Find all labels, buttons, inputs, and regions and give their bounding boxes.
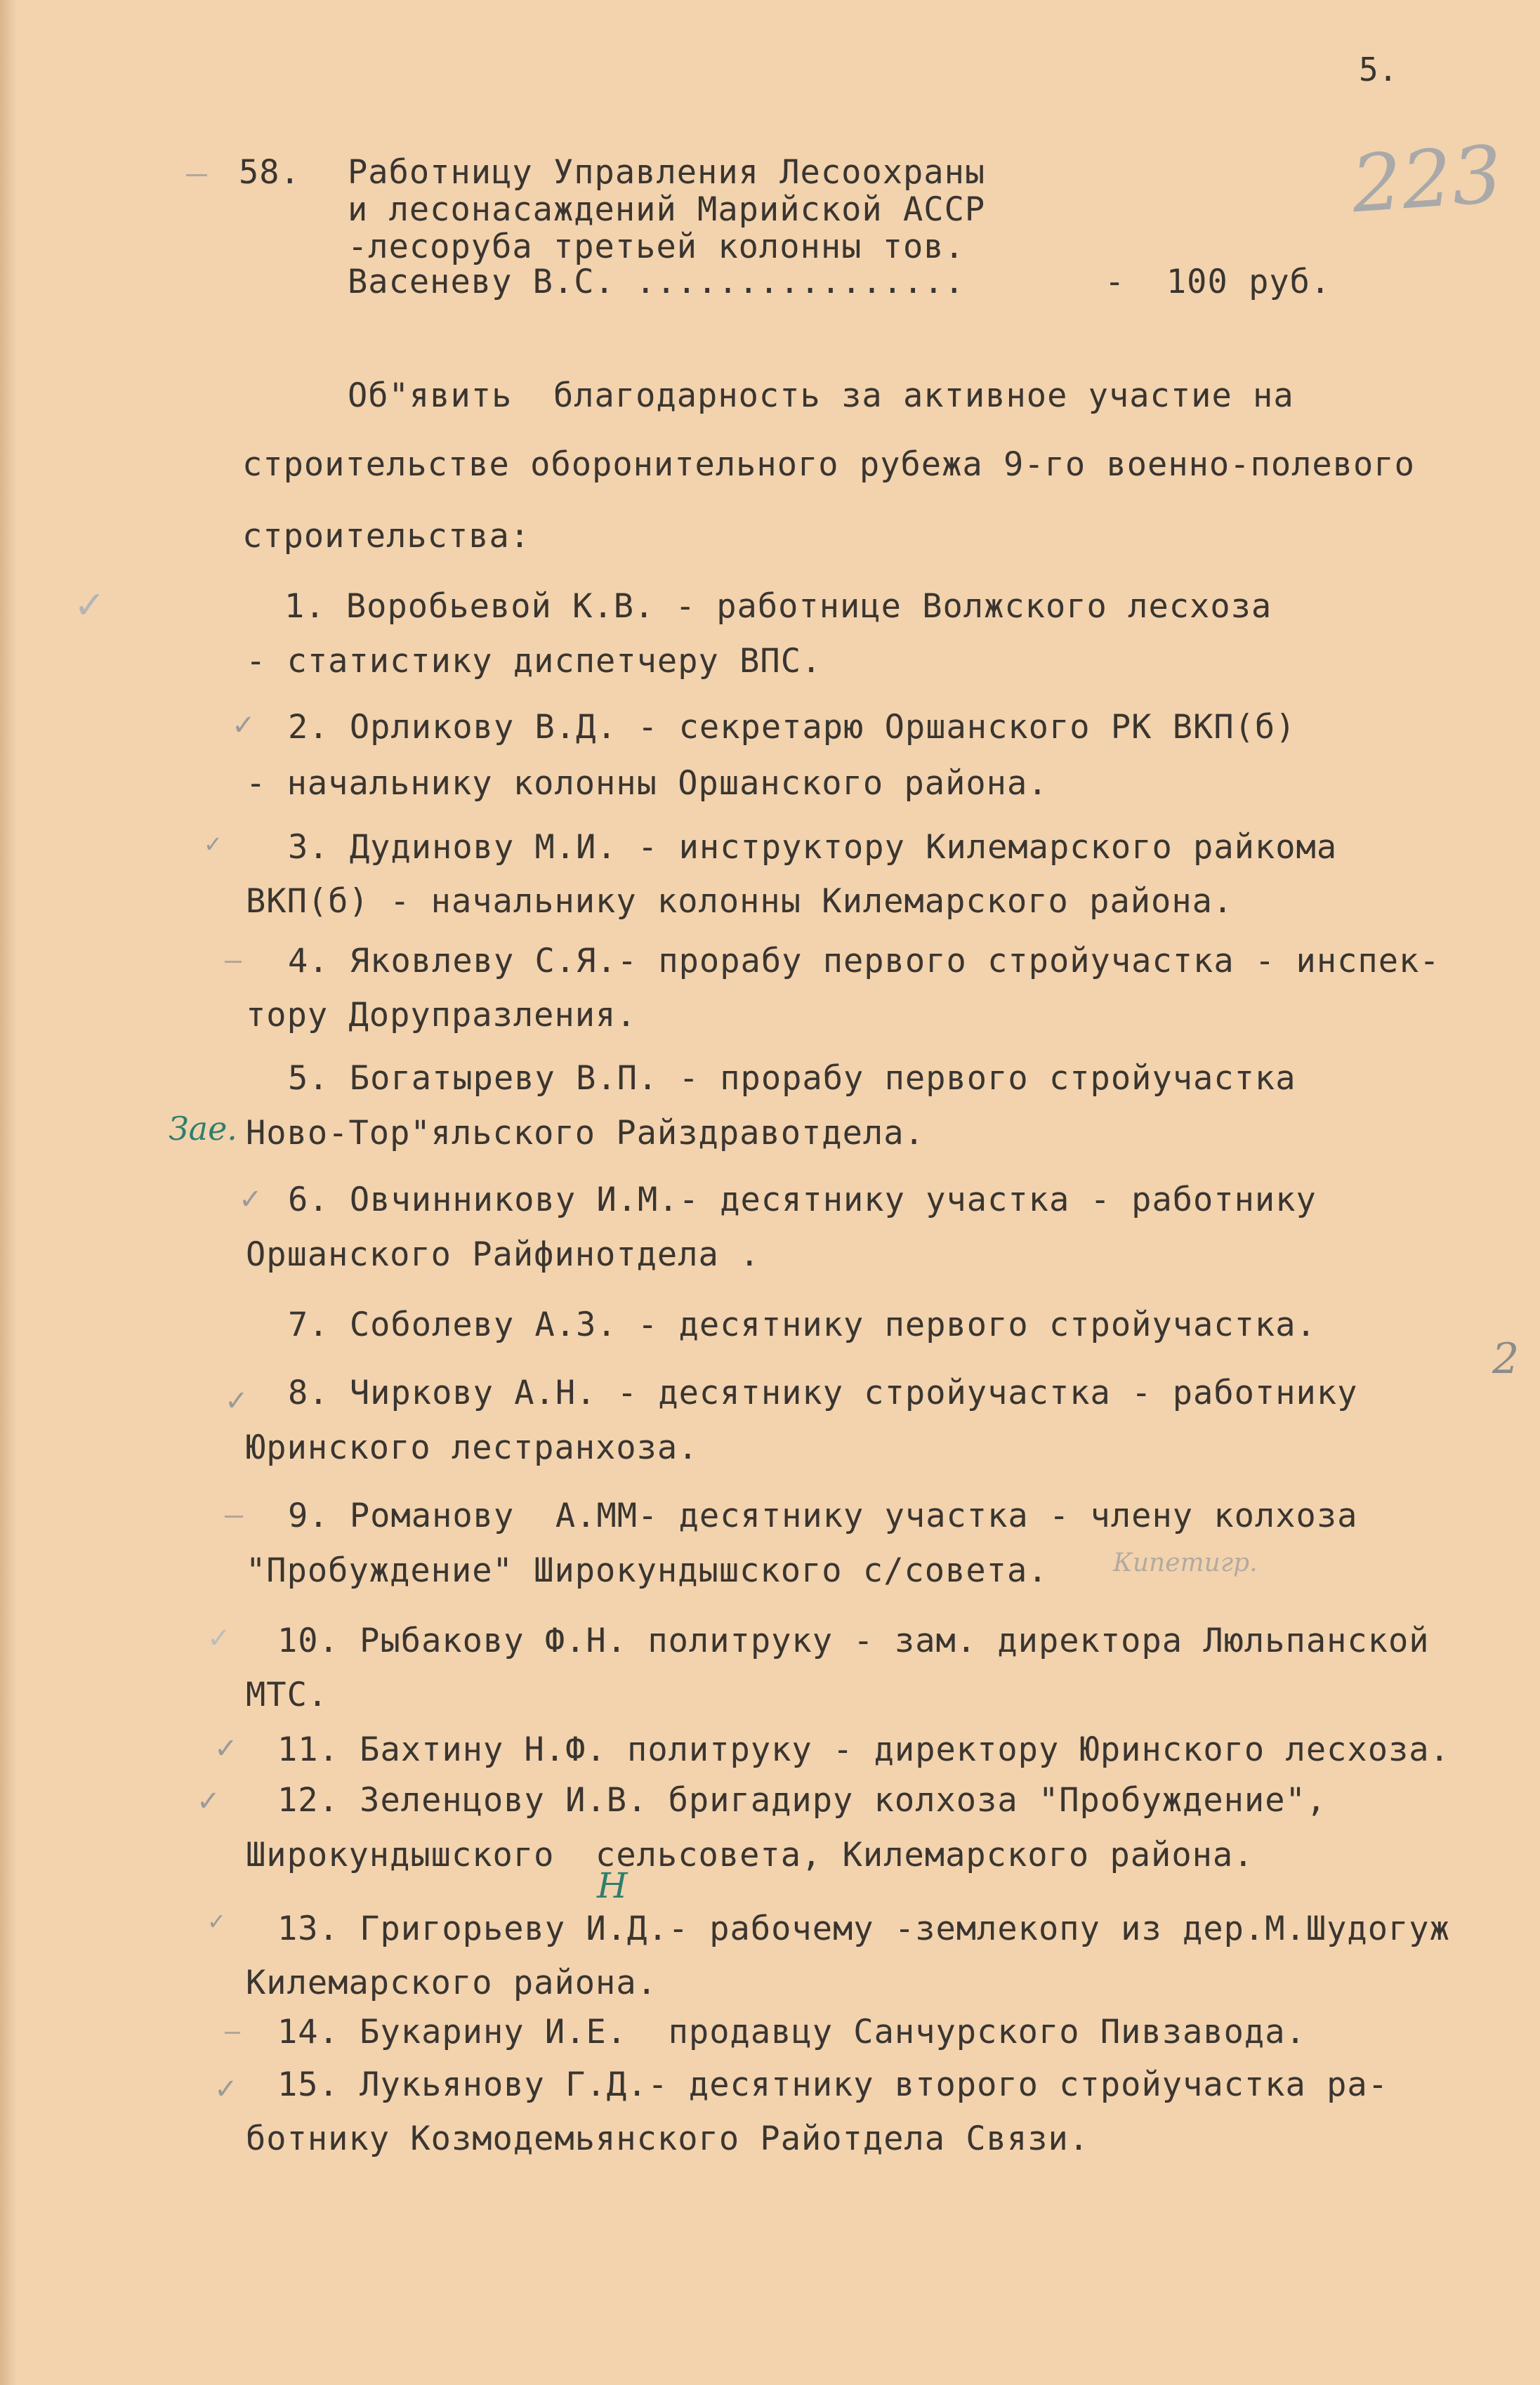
check-mark-icon: ✓ bbox=[74, 583, 106, 627]
item-8-line2: Юринского лестранхоза. bbox=[246, 1428, 699, 1467]
item-13-line1: 13. Григорьеву И.Д.- рабочему -землекопу из дер.М.Шудогуж bbox=[277, 1910, 1450, 1948]
handwritten-margin-note: Зае. bbox=[169, 1110, 237, 1148]
item-9-line1: 9. Романову А.ММ- десятнику участка - члену колхоза bbox=[288, 1497, 1358, 1535]
entry58-line2: и лесонасаждений Марийской АССР bbox=[348, 190, 986, 229]
item-5-line1: 5. Богатыреву В.П. - прорабу первого стройучастка bbox=[288, 1059, 1296, 1098]
handwritten-archive-number: 223 bbox=[1348, 129, 1506, 231]
check-mark-icon: ✓ bbox=[207, 1908, 226, 1935]
check-mark-icon: ✓ bbox=[225, 1385, 249, 1417]
item-11-line1: 11. Бахтину Н.Ф. политруку - директору Юринского лесхоза. bbox=[277, 1730, 1450, 1769]
item-9-line2: "Пробуждение" Широкундышского с/совета. bbox=[246, 1551, 1048, 1590]
entry58-line4-name: Васеневу В.С. ................ bbox=[348, 263, 965, 301]
check-mark-icon: ✓ bbox=[197, 1785, 221, 1818]
page-edge-shadow bbox=[0, 0, 17, 2385]
entry58-line1: Работницу Управления Лесоохраны bbox=[348, 153, 986, 192]
check-mark-icon: ✓ bbox=[204, 831, 223, 858]
item-1-line1: 1. Воробьевой К.В. - работнице Волжского лесхоза bbox=[284, 587, 1272, 626]
item-12-line1: 12. Зеленцову И.В. бригадиру колхоза "Пробуждение", bbox=[277, 1781, 1327, 1820]
handwritten-margin-mark: 2 bbox=[1492, 1334, 1520, 1384]
margin-dash bbox=[186, 174, 207, 176]
item-6-line1: 6. Овчинникову И.М.- десятнику участка - работнику bbox=[288, 1181, 1317, 1219]
margin-dash bbox=[225, 1516, 243, 1518]
handwritten-note: Кипетигр. bbox=[1113, 1549, 1258, 1577]
item-2-line2: - начальнику колонны Оршанского района. bbox=[246, 764, 1048, 803]
item-15-line2: ботнику Козмодемьянского Райотдела Связи. bbox=[246, 2120, 1090, 2158]
item-5-line2: Ново-Тор"яльского Райздравотдела. bbox=[246, 1114, 925, 1152]
check-mark-icon: ✓ bbox=[214, 2073, 238, 2105]
item-15-line1: 15. Лукьянову Г.Д.- десятнику второго стройучастка ра- bbox=[277, 2065, 1389, 2104]
item-8-line1: 8. Чиркову А.Н. - десятнику стройучастка - работнику bbox=[288, 1374, 1358, 1412]
item-13-line2: Килемарского района. bbox=[246, 1964, 657, 2002]
check-mark-icon: ✓ bbox=[239, 1183, 263, 1216]
announcement-line2: строительстве оборонительного рубежа 9-го военно-полевого bbox=[242, 445, 1415, 484]
item-3-line1: 3. Дудинову М.И. - инструктору Килемарского райкома bbox=[288, 828, 1338, 867]
handwritten-correction: Н bbox=[597, 1865, 628, 1906]
page-number: 5. bbox=[1359, 51, 1398, 88]
item-4-line2: тору Дорупразления. bbox=[246, 996, 637, 1034]
entry58-number: 58. bbox=[239, 153, 301, 192]
item-12-line2: Широкундышского сельсовета, Килемарского района. bbox=[246, 1836, 1254, 1874]
entry58-line3: -лесоруба третьей колонны тов. bbox=[348, 228, 965, 266]
item-10-line2: МТС. bbox=[246, 1676, 329, 1714]
item-7-line1: 7. Соболеву А.З. - десятнику первого стройучастка. bbox=[288, 1306, 1317, 1344]
check-mark-icon: ✓ bbox=[214, 1733, 238, 1765]
item-14-line1: 14. Букарину И.Е. продавцу Санчурского Пивзавода. bbox=[277, 2013, 1306, 2051]
item-6-line2: Оршанского Райфинотдела . bbox=[246, 1235, 761, 1274]
item-10-line1: 10. Рыбакову Ф.Н. политруку - зам. директора Люльпанской bbox=[277, 1622, 1430, 1660]
announcement-line3: строительства: bbox=[242, 517, 531, 556]
margin-dash bbox=[225, 2032, 240, 2034]
check-mark-icon: ✓ bbox=[232, 709, 256, 742]
margin-dash bbox=[225, 961, 242, 963]
item-3-line2: ВКП(б) - начальнику колонны Килемарского района. bbox=[246, 882, 1234, 921]
announcement-line1: Об"явить благодарность за активное участие на bbox=[348, 376, 1294, 415]
item-1-line2: - статистику диспетчеру ВПС. bbox=[246, 642, 822, 681]
item-2-line1: 2. Орликову В.Д. - секретарю Оршанского РК ВКП(б) bbox=[288, 708, 1296, 747]
entry58-amount: - 100 руб. bbox=[1105, 263, 1331, 301]
item-4-line1: 4. Яковлеву С.Я.- прорабу первого стройучастка - инспек- bbox=[288, 942, 1440, 980]
check-mark-icon: ✓ bbox=[207, 1622, 231, 1655]
